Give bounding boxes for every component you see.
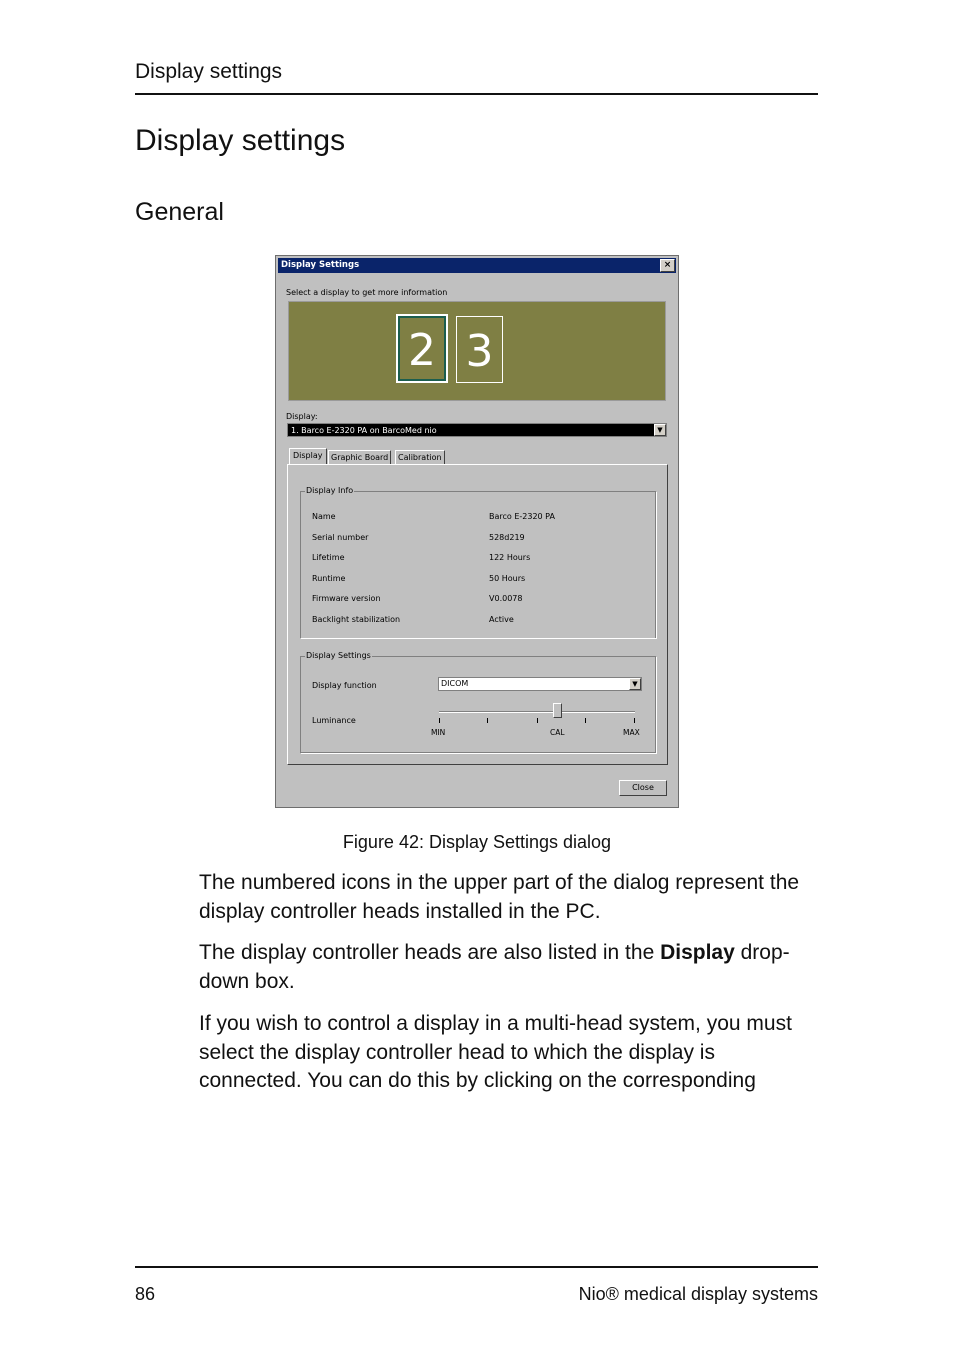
info-row: [312, 553, 642, 563]
display-function-label: Display function: [312, 681, 377, 690]
info-row: [312, 512, 642, 522]
tab-calibration[interactable]: Calibration: [395, 450, 445, 464]
display-dropdown[interactable]: [287, 423, 667, 437]
footer-rule: [135, 1266, 818, 1268]
body-paragraph: The numbered icons in the upper part of the dialog represent the display controller heads installed in the PC.: [199, 871, 800, 923]
dialog-titlebar: [278, 258, 676, 273]
slider-tick: [537, 718, 538, 723]
slider-max-label: MAX: [623, 728, 640, 737]
info-label: Firmware version: [312, 594, 381, 603]
info-label: Backlight stabilization: [312, 615, 401, 624]
display-function-dropdown[interactable]: [438, 677, 642, 691]
tab-graphic-board[interactable]: Graphic Board: [328, 450, 391, 464]
slider-cal-label: CAL: [550, 728, 565, 737]
info-label: Runtime: [312, 574, 346, 583]
paragraph-text: The display controller heads are also listed in the: [199, 941, 661, 964]
header-rule: [135, 93, 818, 95]
body-paragraph: [199, 939, 819, 996]
tab-display[interactable]: Display: [289, 448, 327, 465]
info-value: Active: [489, 615, 514, 624]
dialog-title: Display Settings: [281, 260, 360, 270]
chevron-down-icon[interactable]: ▼: [629, 678, 641, 690]
display-settings-group: [300, 651, 656, 753]
info-row: [312, 594, 642, 604]
slider-tick: [487, 718, 488, 723]
luminance-slider-thumb[interactable]: [553, 703, 562, 718]
running-header: Display settings: [135, 60, 283, 83]
luminance-label: Luminance: [312, 716, 356, 725]
info-row: [312, 533, 642, 543]
info-row: [312, 615, 642, 625]
info-value: 528d219: [489, 533, 525, 542]
body-paragraph: If you wish to control a display in a multi-head system, you must select the display controller head to which the display is connected. You can do this by clicking on the corresponding: [199, 1012, 792, 1092]
info-value: 122 Hours: [489, 553, 531, 562]
slider-tick: [585, 718, 586, 723]
display-settings-title: Display Settings: [306, 651, 371, 660]
bold-term: Display: [660, 941, 735, 964]
close-icon[interactable]: ×: [660, 259, 675, 272]
display-function-value: DICOM: [441, 679, 469, 688]
info-value: V0.0078: [489, 594, 523, 603]
monitor-icon-2[interactable]: 2: [396, 314, 448, 383]
display-arrangement-area: [288, 301, 666, 401]
paragraph-text: drop-down box.: [199, 941, 790, 993]
display-info-group: [300, 486, 656, 638]
close-button[interactable]: Close: [619, 780, 667, 796]
info-value: 50 Hours: [489, 574, 526, 583]
info-value: Barco E-2320 PA: [489, 512, 555, 521]
display-dropdown-value: 1. Barco E-2320 PA on BarcoMed nio: [291, 426, 437, 435]
info-row: [312, 574, 642, 584]
monitor-icon-3[interactable]: 3: [456, 316, 503, 383]
page-number: 86: [135, 1284, 156, 1304]
figure-caption: Figure 42: Display Settings dialog: [342, 832, 612, 852]
display-settings-dialog: [275, 255, 679, 808]
slider-min-label: MIN: [431, 728, 446, 737]
slider-tick: [634, 718, 635, 723]
select-display-hint: Select a display to get more information: [286, 288, 448, 297]
chevron-down-icon[interactable]: ▼: [654, 424, 666, 436]
footer-product-title: Nio® medical display systems: [578, 1284, 818, 1304]
page-title: Display settings: [135, 124, 346, 157]
section-title: General: [135, 198, 224, 226]
info-label: Name: [312, 512, 336, 521]
slider-tick: [439, 718, 440, 723]
tab-panel-display: [287, 464, 668, 765]
info-label: Lifetime: [312, 553, 345, 562]
display-label: Display:: [286, 412, 318, 421]
luminance-slider-track[interactable]: [439, 711, 635, 713]
display-info-title: Display Info: [306, 486, 354, 495]
info-label: Serial number: [312, 533, 369, 542]
